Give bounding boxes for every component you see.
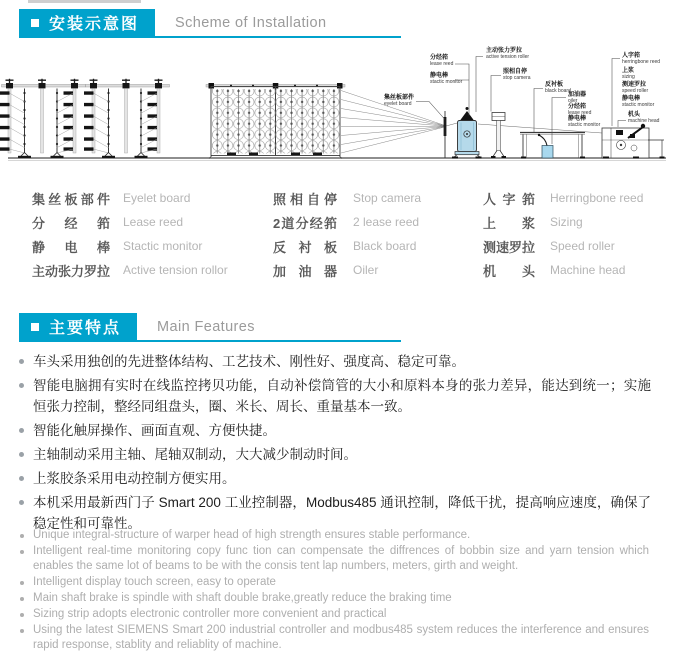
diagram-label-active-tension-roller: 主动张力罗拉 active tension roller [486,48,530,60]
feature-item-zh: 主轴制动采用主轴、尾轴双制动，大大减少制动时间。 [33,444,651,465]
feature-item-zh: 上浆胶条采用电动控制方便实用。 [33,468,651,489]
bullet-dot-icon [20,597,24,601]
bullet-dot-icon [19,452,24,457]
diagram-label-stop-camera: 照相自停 stop camera [503,69,531,81]
diagram-label-lease-reed-1: 分经筘 lease reed [430,55,454,67]
diagram-label-herringbone-reed: 人字筘 herringbone reed [622,53,661,65]
page-edge-artifact [28,0,141,3]
installation-title-zh: 安装示意图 [49,16,140,33]
legend-row: 集丝板部件 Eyelet board [32,191,191,207]
diagram-label-eyelet-board: 集丝板部件 eyelet board [384,95,415,107]
square-bullet-icon [31,323,39,331]
legend-row: 静电棒 Stactic monitor [32,239,203,255]
installation-title-badge [19,9,155,36]
legend-row: 上浆 Sizing [483,215,583,231]
features-title-badge [19,313,137,340]
features-title-en: Main Features [157,318,255,335]
legend-row: 照相自停 Stop camera [273,191,422,207]
legend-column-2 [273,186,421,282]
features-title-zh: 主要特点 [49,320,122,337]
bullet-dot-icon [19,500,24,505]
diagram-label-static-monitor-3: 静电棒 stactic monitor [622,96,655,108]
feature-item-en: Intelligent display touch screen, easy to operate [33,575,649,590]
bullet-dot-icon [20,534,24,538]
diagram-label-sizing: 上浆 sizing [622,68,635,80]
bullet-dot-icon [20,550,24,554]
feature-item-zh: 车头采用独创的先进整体结构、工艺技术、刚性好、强度高、稳定可靠。 [33,351,651,372]
creel-right [84,79,170,158]
legend-column-3 [483,186,643,282]
oiler-box [538,134,553,158]
tension-roller-machine [452,107,482,159]
diagram-label-lease-reed-2: 分经筘 lease reed [568,104,592,116]
features-list-en [33,528,649,654]
diagram-label-static-monitor-2: 静电棒 stactic monitor [568,116,601,128]
feature-item-en: Main shaft brake is spindle with shaft double brake,greatly reduce the braking time [33,591,649,606]
bullet-dot-icon [19,428,24,433]
legend-row: 机头 Machine head [483,263,626,279]
feature-item-en: Using the latest SIEMENS Smart 200 industrial controller and modbus485 system reduces the interference and ensures rapid response, stablity and reliablity of machine. [33,623,649,653]
legend-row: 2道分经筘 2 lease reed [273,215,420,231]
stop-camera-stand [491,113,506,159]
bullet-dot-icon [20,581,24,585]
diagram-label-black-board: 反衬板 black board [545,82,571,94]
legend-row: 反衬板 Black board [273,239,417,255]
legend-row: 人字筘 Herringbone reed [483,191,644,207]
diagram-label-speed-roller: 测速罗拉 speed roller [622,82,649,94]
features-list-zh [33,351,651,537]
bobbin-creel-frame [206,83,345,159]
features-section-header [19,313,401,342]
legend-row: 分经筘 Lease reed [32,215,184,231]
installation-diagram [0,42,673,174]
creel-left [0,79,86,158]
installation-title-en: Scheme of Installation [175,14,327,31]
bullet-dot-icon [19,476,24,481]
ground-line [8,158,666,161]
feature-item-zh: 智能电脑拥有实时在线监控拷贝功能，自动补偿筒管的大小和原料本身的张力差异，能达到统一；实施恒张力控制，整经同组盘头，圈、米长、周长、重量基本一致。 [33,375,651,417]
diagram-label-static-monitor-1: 静电棒 stactic monitor [430,73,463,85]
feature-item-en: Sizing strip adopts electronic controller more convenient and practical [33,607,649,622]
diagram-label-oiler: 加油器 oiler [568,92,587,104]
bullet-dot-icon [19,359,24,364]
feature-item-en: Intelligent real-time monitoring copy func tion can compensate the diffrences of bobbin size and yarn tension which enables the same lot of beams to be with the consis tent lap numbers, meters, girth and weight. [33,544,649,574]
diagram-label-machine-head: 机头 machine head [628,112,660,124]
feature-item-zh: 本机采用最新西门子 Smart 200 工业控制器，Modbus485 通讯控制，降低干扰，提高响应速度，确保了稳定性和可靠性。 [33,492,651,534]
legend-row: 主动张力罗拉 Active tension rollor [32,263,228,279]
legend-row: 测速罗拉 Speed roller [483,239,615,255]
machine-head-unit [602,124,665,159]
square-bullet-icon [31,19,39,27]
feature-item-zh: 智能化触屏操作、画面直观、方便快捷。 [33,420,651,441]
installation-section-header [19,9,401,38]
diagram-legend [0,186,673,286]
feature-item-en: Unique integral-structure of warper head of high strength ensures stable performance. [33,528,649,543]
bullet-dot-icon [20,613,24,617]
bullet-dot-icon [20,629,24,633]
legend-row: 加油器 Oiler [273,263,379,279]
legend-column-1 [32,186,228,282]
bullet-dot-icon [19,383,24,388]
